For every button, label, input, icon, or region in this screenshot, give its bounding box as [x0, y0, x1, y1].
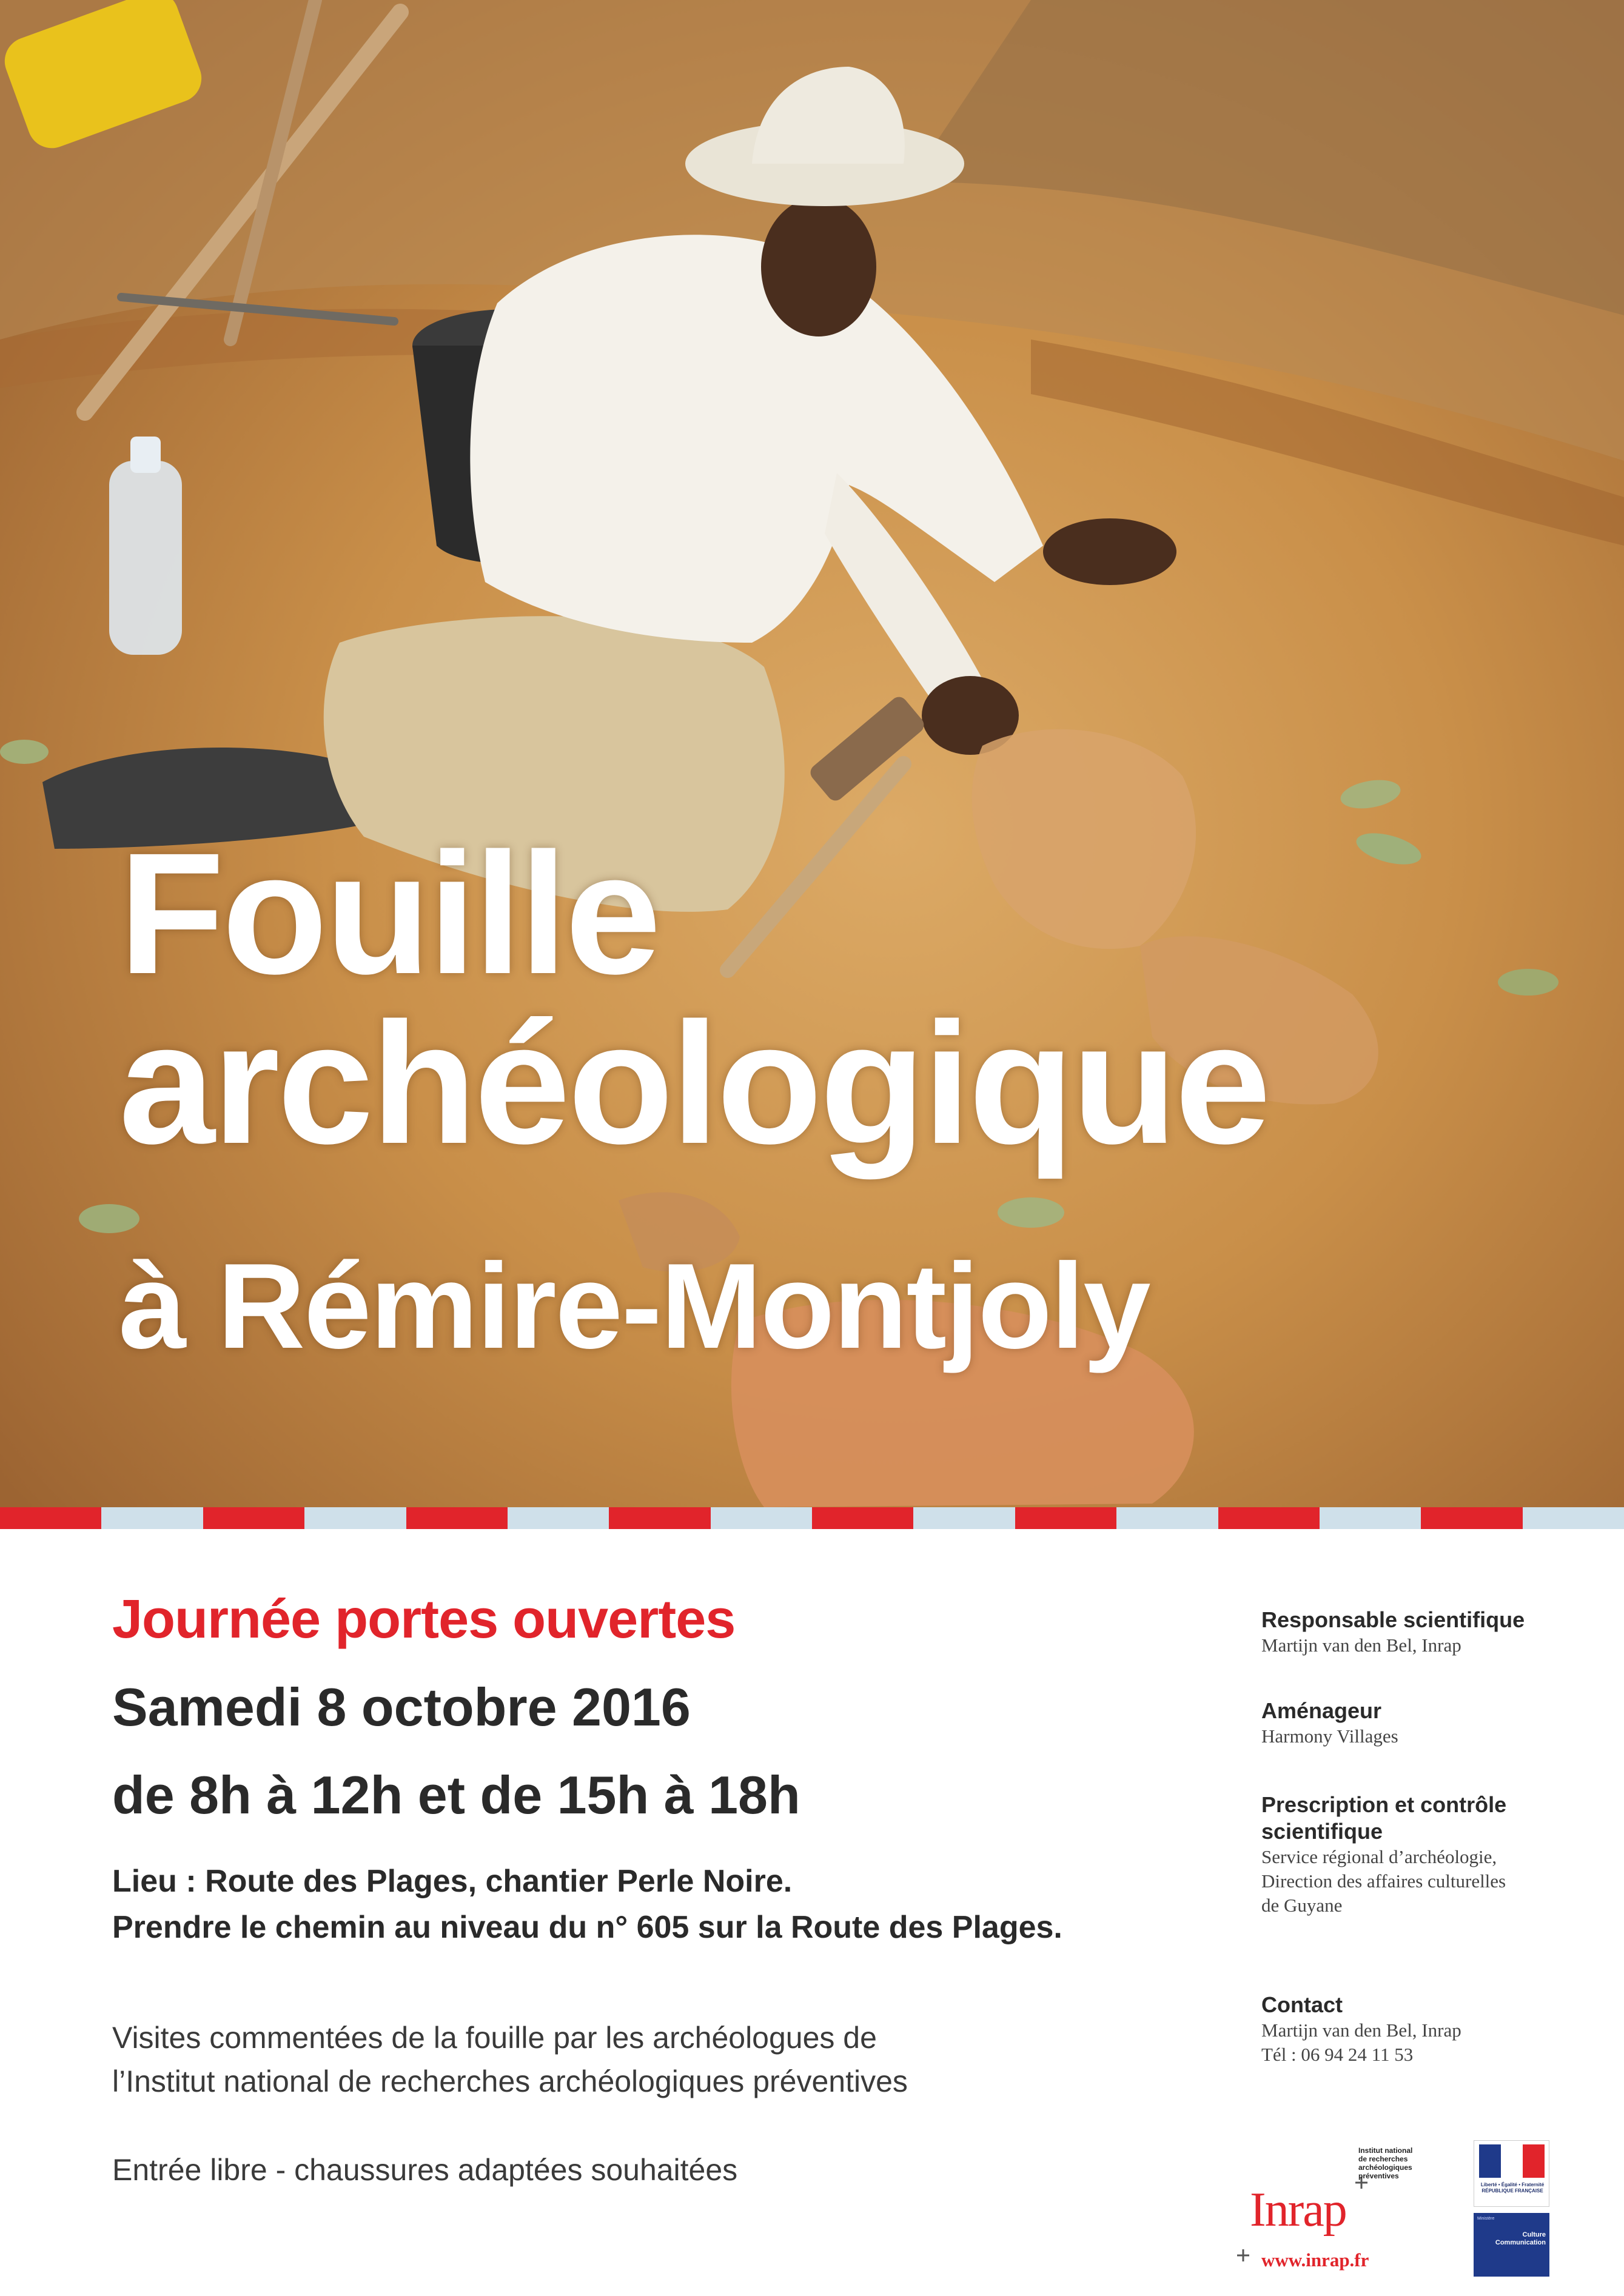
event-title: Journée portes ouvertes	[112, 1589, 736, 1650]
contact-block	[1261, 1992, 1461, 2067]
decorative-stripe	[0, 1507, 1624, 1529]
inrap-description: Institut national de recherches archéologiques préventives	[1358, 2146, 1413, 2180]
prescription-heading-1: Prescription et contrôle	[1261, 1792, 1507, 1817]
title-line-3: à Rémire-Montjoly	[119, 1239, 1150, 1374]
republique-francaise-text: Liberté • Égalité • Fraternité RÉPUBLIQUE FRANÇAISE	[1480, 2182, 1545, 2194]
republique-francaise-logo	[1474, 2140, 1549, 2207]
amenageur-block	[1261, 1698, 1398, 1749]
inrap-wordmark: Inrap	[1250, 2183, 1346, 2237]
inrap-logo	[1234, 2146, 1416, 2268]
title-line-2: archéologique	[119, 987, 1269, 1180]
place-line-2: Prendre le chemin au niveau du n° 605 sur la Route des Plages.	[112, 1910, 1062, 1945]
event-place	[112, 1858, 1062, 1950]
amenageur-heading: Aménageur	[1261, 1698, 1382, 1723]
visits-line-1: Visites commentées de la fouille par les archéologues de	[112, 2021, 877, 2055]
place-line-1: Lieu : Route des Plages, chantier Perle Noire.	[112, 1864, 793, 1899]
contact-name: Martijn van den Bel, Inrap	[1261, 2020, 1461, 2041]
responsable-heading: Responsable scientifique	[1261, 1607, 1525, 1632]
prescription-line-1: Service régional d’archéologie,	[1261, 1846, 1497, 1867]
government-logo	[1474, 2140, 1549, 2277]
responsable-name: Martijn van den Bel, Inrap	[1261, 1635, 1461, 1656]
prescription-heading-2: scientifique	[1261, 1819, 1383, 1844]
ministry-label: Ministère	[1477, 2217, 1495, 2221]
prescription-line-3: de Guyane	[1261, 1895, 1343, 1916]
title-line-1: Fouille	[119, 817, 659, 1010]
entry-info: Entrée libre - chaussures adaptées souhaitées	[112, 2153, 738, 2187]
prescription-line-2: Direction des affaires culturelles	[1261, 1870, 1506, 1892]
french-flag-icon	[1479, 2144, 1545, 2178]
responsable-block	[1261, 1607, 1525, 1658]
contact-heading: Contact	[1261, 1992, 1343, 2017]
prescription-block	[1261, 1792, 1506, 1918]
visits-description	[112, 2016, 908, 2103]
ministry-text: Culture Communication	[1495, 2231, 1546, 2246]
event-hours: de 8h à 12h et de 15h à 18h	[112, 1765, 800, 1825]
ministry-culture-logo	[1474, 2213, 1549, 2277]
amenageur-name: Harmony Villages	[1261, 1725, 1398, 1747]
contact-phone: Tél : 06 94 24 11 53	[1261, 2044, 1414, 2065]
website-link[interactable]: www.inrap.fr	[1261, 2249, 1369, 2271]
visits-line-2: l’Institut national de recherches archéologiques préventives	[112, 2064, 908, 2098]
event-date: Samedi 8 octobre 2016	[112, 1677, 691, 1737]
